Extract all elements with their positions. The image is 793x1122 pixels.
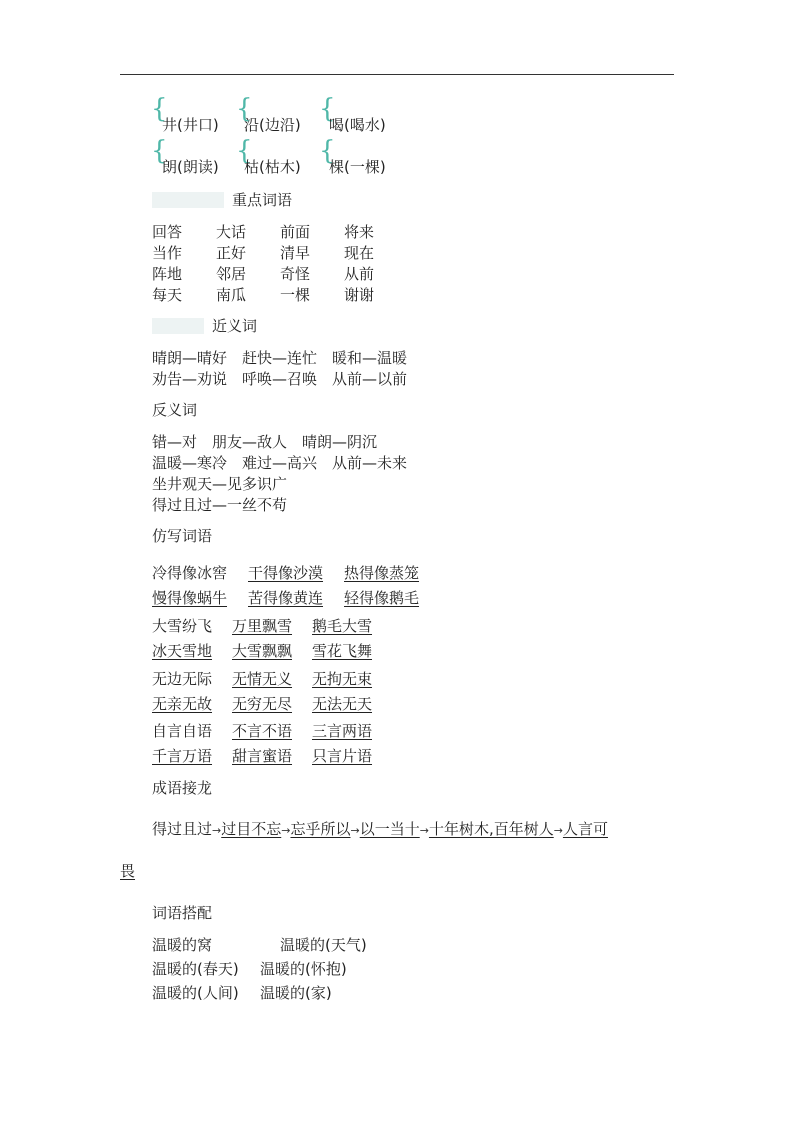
- polyphone-item: 沿(边沿): [244, 116, 301, 134]
- word-cell: 回答: [152, 223, 183, 241]
- word-cell: 当作: [152, 244, 183, 262]
- imitation-word: 雪花飞舞: [312, 642, 373, 660]
- imitation-word: 无情无义: [232, 670, 293, 688]
- arrow-icon: →: [350, 824, 360, 837]
- collocation-cell: 温暖的(家): [260, 984, 332, 1002]
- idiom-item: 过目不忘: [221, 820, 282, 838]
- imitation-word: 轻得像鹅毛: [344, 589, 420, 607]
- header-rule: [120, 74, 674, 75]
- imitation-word: 无拘无束: [312, 670, 373, 688]
- collocation-heading: 词语搭配: [152, 904, 213, 922]
- polyphone-item: 喝(喝水): [329, 116, 386, 134]
- word-cell: 前面: [280, 223, 311, 241]
- brace-icon: {: [319, 136, 336, 166]
- imitation-word: 三言两语: [312, 722, 373, 740]
- polyphone-item: 朗(朗读): [162, 158, 219, 176]
- collocation-cell: 温暖的(怀抱): [260, 960, 347, 978]
- word-cell: 每天: [152, 286, 183, 304]
- word-cell: 南瓜: [216, 286, 247, 304]
- collocation-cell: 温暖的(春天): [152, 960, 239, 978]
- imitation-word: 大雪飘飘: [232, 642, 293, 660]
- collocation-cell: 温暖的(天气): [280, 936, 367, 954]
- synonym-row: 晴朗—晴好 赶快—连忙 暖和—温暖: [152, 349, 408, 367]
- imitation-word: 无亲无故: [152, 695, 213, 713]
- idiom-item: 十年树木,百年树人: [428, 820, 554, 838]
- imitation-word: 自言自语: [152, 722, 213, 740]
- imitation-word: 只言片语: [312, 747, 373, 765]
- imitation-word: 无边无际: [152, 670, 213, 688]
- imitation-word: 千言万语: [152, 747, 213, 765]
- idiom-tail: 畏: [120, 862, 136, 880]
- imitation-word: 万里飘雪: [232, 617, 293, 635]
- antonym-row: 得过且过—一丝不苟: [152, 496, 288, 514]
- arrow-icon: →: [419, 824, 429, 837]
- imitation-heading: 仿写词语: [152, 527, 213, 545]
- heading-shade: [152, 192, 224, 208]
- word-cell: 从前: [344, 265, 375, 283]
- imitation-word: 鹅毛大雪: [312, 617, 373, 635]
- synonym-row: 劝告—劝说 呼唤—召唤 从前—以前: [152, 370, 408, 388]
- polyphone-item: 井(井口): [162, 116, 219, 134]
- imitation-word: 热得像蒸笼: [344, 564, 420, 582]
- word-cell: 谢谢: [344, 286, 375, 304]
- imitation-word: 冷得像冰窖: [152, 564, 228, 582]
- idiom-item: 以一当十: [359, 820, 420, 838]
- idiom-start: 得过且过: [152, 820, 213, 838]
- arrow-icon: →: [553, 824, 563, 837]
- polyphone-item: 棵(一棵): [329, 158, 386, 176]
- arrow-icon: →: [281, 824, 291, 837]
- antonyms-heading: 反义词: [152, 401, 198, 419]
- word-cell: 大话: [216, 223, 247, 241]
- word-cell: 将来: [344, 223, 375, 241]
- antonym-row: 坐井观天—见多识广: [152, 475, 288, 493]
- brace-icon: {: [236, 136, 253, 166]
- brace-icon: {: [151, 94, 168, 124]
- collocation-cell: 温暖的窝: [152, 936, 213, 954]
- word-cell: 清早: [280, 244, 311, 262]
- idiom-item: 忘乎所以: [290, 820, 351, 838]
- heading-shade: [152, 318, 204, 334]
- key-words-heading: 重点词语: [232, 191, 293, 209]
- imitation-word: 无穷无尽: [232, 695, 293, 713]
- idiom-chain-heading: 成语接龙: [152, 779, 213, 797]
- antonym-row: 错—对 朋友—敌人 晴朗—阴沉: [152, 433, 378, 451]
- polyphone-item: 枯(枯木): [244, 158, 301, 176]
- word-cell: 邻居: [216, 265, 247, 283]
- collocation-cell: 温暖的(人间): [152, 984, 239, 1002]
- word-cell: 阵地: [152, 265, 183, 283]
- antonym-row: 温暖—寒冷 难过—高兴 从前—未来: [152, 454, 408, 472]
- idiom-item: 人言可: [562, 820, 608, 838]
- imitation-word: 慢得像蜗牛: [152, 589, 228, 607]
- imitation-word: 不言不语: [232, 722, 293, 740]
- idiom-chain-row: [152, 819, 608, 841]
- brace-icon: {: [151, 136, 168, 166]
- imitation-word: 苦得像黄连: [248, 589, 324, 607]
- word-cell: 现在: [344, 244, 375, 262]
- synonyms-heading: 近义词: [212, 317, 258, 335]
- imitation-word: 冰天雪地: [152, 642, 213, 660]
- arrow-icon: →: [212, 824, 222, 837]
- imitation-word: 大雪纷飞: [152, 617, 213, 635]
- word-cell: 奇怪: [280, 265, 311, 283]
- word-cell: 正好: [216, 244, 247, 262]
- imitation-word: 干得像沙漠: [248, 564, 324, 582]
- brace-icon: {: [319, 94, 336, 124]
- brace-icon: {: [236, 94, 253, 124]
- imitation-word: 无法无天: [312, 695, 373, 713]
- word-cell: 一棵: [280, 286, 311, 304]
- imitation-word: 甜言蜜语: [232, 747, 293, 765]
